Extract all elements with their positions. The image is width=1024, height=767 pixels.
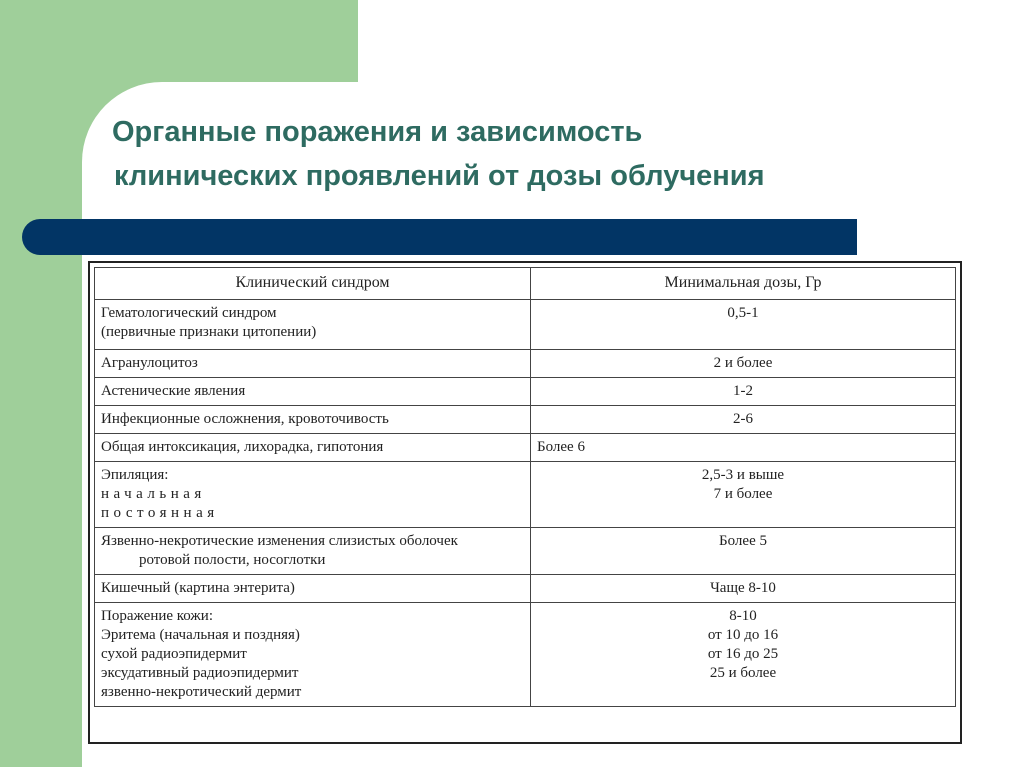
table-row [95, 378, 956, 406]
dose-text: 7 и более [713, 486, 773, 502]
syndrome-text: сухой радиоэпидермит [101, 646, 247, 662]
dose-text: Более 6 [537, 439, 585, 455]
syndrome-text: постоянная [101, 505, 219, 521]
syndrome-text: эксудативный радиоэпидермит [101, 665, 299, 681]
syndrome-cell [95, 528, 531, 575]
dose-text: от 16 до 25 [707, 646, 779, 662]
syndrome-cell [95, 350, 531, 378]
table-row [95, 350, 956, 378]
syndrome-text: ротовой полости, носоглотки [139, 552, 326, 568]
syndrome-text: язвенно-некротический дермит [101, 684, 302, 700]
syndrome-cell [95, 462, 531, 528]
dose-table [94, 267, 956, 707]
dose-text: Более 5 [719, 533, 767, 549]
dose-text: 2 и более [713, 355, 773, 371]
dose-table-frame [88, 261, 962, 744]
dose-text: от 10 до 16 [707, 627, 779, 643]
table-row [95, 406, 956, 434]
dose-cell [531, 406, 956, 434]
header-dose: Минимальная дозы, Гр [531, 268, 956, 300]
green-side-strip [0, 0, 82, 767]
dose-cell [531, 434, 956, 462]
decorative-bar [22, 219, 857, 255]
syndrome-text: Эритема (начальная и поздняя) [101, 627, 300, 643]
header-syndrome: Клинический синдром [95, 268, 531, 300]
table-row [95, 528, 956, 575]
dose-text: 0,5-1 [727, 305, 759, 321]
syndrome-text: Поражение кожи: [101, 608, 213, 624]
table-row [95, 575, 956, 603]
table-row [95, 603, 956, 707]
dose-cell [531, 462, 956, 528]
syndrome-cell [95, 434, 531, 462]
syndrome-text: Инфекционные осложнения, кровоточивость [101, 411, 389, 427]
dose-cell [531, 575, 956, 603]
syndrome-cell [95, 575, 531, 603]
title-line-2: клинических проявлений от дозы облучения [114, 160, 765, 192]
syndrome-cell [95, 603, 531, 707]
dose-text: 2-6 [733, 411, 753, 427]
table-header-row [95, 268, 956, 300]
syndrome-text: Астенические явления [101, 383, 246, 399]
dose-text: 2,5-3 и выше [701, 467, 785, 483]
dose-cell [531, 528, 956, 575]
syndrome-text: Язвенно-некротические изменения слизистых оболочек [101, 533, 458, 549]
syndrome-text: Общая интоксикация, лихорадка, гипотония [101, 439, 384, 455]
slide-title [112, 110, 912, 198]
table-row [95, 434, 956, 462]
syndrome-text: Кишечный (картина энтерита) [101, 580, 295, 596]
syndrome-text: Эпиляция: [101, 467, 169, 483]
syndrome-cell [95, 300, 531, 350]
syndrome-text: Агранулоцитоз [101, 355, 198, 371]
dose-text: 8-10 [729, 608, 757, 624]
dose-cell [531, 378, 956, 406]
syndrome-cell [95, 406, 531, 434]
syndrome-text: (первичные признаки цитопении) [101, 324, 317, 340]
syndrome-text: начальная [101, 486, 206, 502]
dose-cell [531, 603, 956, 707]
syndrome-text: Гематологический синдром [101, 305, 277, 321]
dose-cell [531, 300, 956, 350]
table-row [95, 300, 956, 350]
dose-cell [531, 350, 956, 378]
dose-text: Чаще 8-10 [710, 580, 776, 596]
table-row [95, 462, 956, 528]
syndrome-cell [95, 378, 531, 406]
dose-text: 25 и более [709, 665, 777, 681]
dose-text: 1-2 [733, 383, 753, 399]
title-line-1: Органные поражения и зависимость [112, 116, 643, 148]
